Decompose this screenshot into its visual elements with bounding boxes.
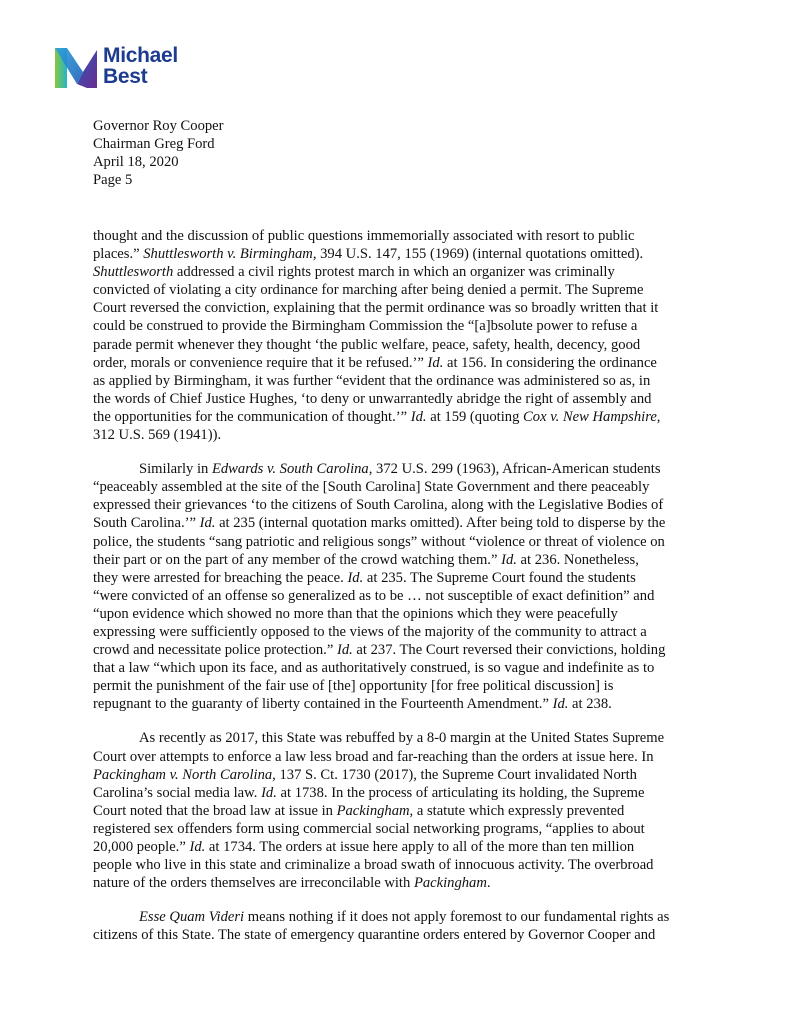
- text-run: , 137 S. Ct. 1730 (2017), the Supreme Court invalidated North: [272, 766, 637, 783]
- text-run: at 235 (internal quotation marks omitted). After being told to disperse by the: [215, 515, 666, 532]
- addressee-governor: Governor Roy Cooper: [93, 118, 224, 134]
- text-run: people who live in this state and criminalize a broad swath of innocuous activity. The overbroad: [93, 857, 654, 874]
- text-line: [93, 390, 710, 408]
- text-run: expressing were sufficiently opposed to the views of the majority of the community to attract a: [93, 623, 647, 640]
- text-line: [93, 695, 710, 713]
- text-run: places.”: [93, 246, 144, 263]
- text-line: [93, 748, 710, 766]
- text-line: [93, 460, 710, 478]
- paragraph: [93, 460, 710, 713]
- text-line: [93, 317, 710, 335]
- italic-citation: Id.: [261, 784, 277, 801]
- italic-citation: Id.: [336, 642, 353, 659]
- text-line: [93, 623, 710, 641]
- text-line: [93, 926, 710, 944]
- text-line: [93, 281, 710, 299]
- text-run: nature of the orders themselves are irreconcilable with: [93, 875, 414, 892]
- text-line: [93, 659, 710, 677]
- text-run: at 159 (quoting: [426, 408, 524, 425]
- text-line: [93, 299, 710, 317]
- text-run: as applied by Birmingham, it was further “evident that the ordinance was administered so as, in: [93, 372, 651, 389]
- text-line: [93, 263, 710, 281]
- text-run: at 156. In considering the ordinance: [443, 354, 657, 371]
- text-line: [93, 354, 710, 372]
- text-run: Court reversed the conviction, explaining that the permit ordinance was so broadly written that it: [93, 300, 659, 317]
- text-run: convicted of violating a city ordinance for marching after being denied a permit. The Supreme: [93, 282, 644, 299]
- text-run: at 1734. The orders at issue here apply to all of the more than ten million: [205, 839, 635, 855]
- michael-best-logo: [53, 44, 213, 94]
- text-line: [93, 605, 710, 623]
- text-run: parade permit whenever they thought ‘the public welfare, peace, safety, health, decency, good: [93, 336, 641, 353]
- text-line: [93, 569, 710, 587]
- text-run: 20,000 people.”: [93, 839, 190, 855]
- paragraph: [93, 227, 710, 444]
- italic-citation: Cox v. New Hampshire,: [523, 408, 661, 425]
- text-line: [93, 372, 710, 390]
- text-line: [93, 874, 710, 892]
- text-line: [93, 426, 710, 444]
- text-run: at 238.: [568, 696, 612, 713]
- italic-citation: Id.: [427, 354, 444, 371]
- text-line: [93, 587, 710, 605]
- text-run: crowd and necessitate police protection.”: [93, 642, 337, 659]
- text-run: citizens of this State. The state of emergency quarantine orders entered by Governor Cooper and: [93, 927, 656, 944]
- text-line: [93, 729, 710, 747]
- italic-citation: Edwards v. South Carolina,: [211, 461, 373, 478]
- text-run: their part or on the part of any member of the crowd watching them.”: [93, 551, 502, 568]
- text-line: [93, 496, 710, 514]
- text-run: .: [486, 875, 491, 892]
- italic-citation: Shuttlesworth: [93, 264, 174, 281]
- text-run: they were arrested for breaching the peace.: [93, 569, 348, 586]
- text-run: the opportunities for the communication of thought.’”: [93, 408, 411, 425]
- italic-citation: Packingham v. North Carolina: [93, 766, 273, 783]
- paragraph-spacer: [93, 892, 710, 908]
- text-line: [93, 514, 710, 532]
- letter-body: [93, 227, 710, 944]
- text-line: [93, 820, 710, 838]
- paragraph: [93, 908, 710, 944]
- text-run: that a law “which upon its face, and as authoritatively construed, is so vague and indefinite as to: [93, 660, 655, 677]
- text-line: [93, 856, 710, 874]
- italic-citation: Packingham: [336, 802, 410, 819]
- text-run: “were convicted of an offense so generalized as to be … not susceptible of exact definition” and: [93, 587, 655, 604]
- italic-citation: Shuttlesworth v. Birmingham,: [143, 246, 317, 263]
- text-line: [93, 408, 710, 426]
- text-line: [93, 766, 710, 784]
- text-run: at 237. The Court reversed their convictions, holding: [352, 642, 666, 659]
- logo-word-michael: Michael: [103, 44, 178, 67]
- italic-citation: Id.: [189, 839, 206, 855]
- text-run: 372 U.S. 299 (1963), African-American students: [372, 461, 661, 478]
- page-number: Page 5: [93, 172, 133, 188]
- text-line: [93, 784, 710, 802]
- text-run: at 1738. In the process of articulating its holding, the Supreme: [276, 784, 645, 801]
- text-line: [93, 677, 710, 695]
- text-line: [93, 838, 710, 856]
- italic-citation: Packingham: [413, 875, 487, 892]
- text-line: [93, 551, 710, 569]
- letter-header: [93, 117, 224, 189]
- text-run: 394 U.S. 147, 155 (1969) (internal quotations omitted).: [316, 246, 644, 263]
- italic-citation: Id.: [552, 696, 569, 713]
- text-run: As recently as 2017, this State was rebuffed by a 8-0 margin at the United States Supreme: [139, 730, 665, 747]
- text-run: could be construed to provide the Birmingham Commission the “[a]bsolute power to refuse a: [93, 318, 638, 335]
- italic-citation: Id.: [199, 515, 216, 532]
- text-line: [93, 478, 710, 496]
- text-run: order, morals or convenience require that it be refused.’”: [93, 354, 428, 371]
- text-run: at 235. The Supreme Court found the students: [363, 569, 636, 586]
- text-run: “upon evidence which showed no more than that the opinions which they were peacefully: [93, 605, 618, 622]
- text-run: means nothing if it does not apply foremost to our fundamental rights as: [244, 909, 670, 926]
- text-run: permit the punishment of the fair use of [the] opportunity [for free political discussion] is: [93, 678, 614, 695]
- text-line: [93, 641, 710, 659]
- text-run: repugnant to the guaranty of liberty contained in the Fourteenth Amendment.”: [93, 696, 553, 713]
- text-line: [93, 802, 710, 820]
- text-run: police, the students “sang patriotic and religious songs” without “violence or threat of violence on: [93, 533, 665, 550]
- text-line: [93, 336, 710, 354]
- text-run: Carolina’s social media law.: [93, 784, 262, 801]
- text-run: Court over attempts to enforce a law less broad and far-reaching than the orders at issue here. In: [93, 748, 654, 765]
- text-line: [93, 908, 710, 926]
- text-line: [93, 245, 710, 263]
- text-run: addressed a civil rights protest march in which an organizer was criminally: [173, 264, 615, 281]
- text-run: “peaceably assembled at the site of the [South Carolina] State Government and there peaceably: [93, 479, 650, 496]
- text-run: South Carolina.’”: [93, 515, 200, 532]
- text-run: thought and the discussion of public questions immemorially associated with resort to public: [93, 228, 635, 244]
- italic-citation: Id.: [347, 569, 364, 586]
- italic-citation: Esse Quam Videri: [139, 909, 245, 926]
- paragraph: [93, 729, 710, 892]
- logo-mark-icon: [53, 44, 99, 90]
- text-run: Similarly in: [139, 461, 212, 478]
- text-line: [93, 227, 710, 245]
- text-run: , a statute which expressly prevented: [409, 802, 625, 819]
- letter-date: April 18, 2020: [93, 154, 179, 170]
- paragraph-spacer: [93, 713, 710, 729]
- text-run: Court noted that the broad law at issue in: [93, 802, 337, 819]
- text-line: [93, 533, 710, 551]
- addressee-chairman: Chairman Greg Ford: [93, 136, 215, 152]
- paragraph-spacer: [93, 444, 710, 460]
- italic-citation: Id.: [410, 408, 427, 425]
- text-run: 312 U.S. 569 (1941)).: [93, 427, 222, 444]
- text-run: registered sex offenders form using commercial social networking programs, “applies to about: [93, 820, 645, 837]
- italic-citation: Id.: [501, 551, 517, 568]
- text-run: expressed their grievances ‘to the citizens of South Carolina, along with the Legislative Bodies of: [93, 497, 664, 514]
- text-run: the words of Chief Justice Hughes, ‘to deny or unwarrantedly abridge the right of assembly and: [93, 390, 652, 407]
- logo-word-best: Best: [103, 65, 148, 88]
- text-run: at 236. Nonetheless,: [516, 551, 639, 568]
